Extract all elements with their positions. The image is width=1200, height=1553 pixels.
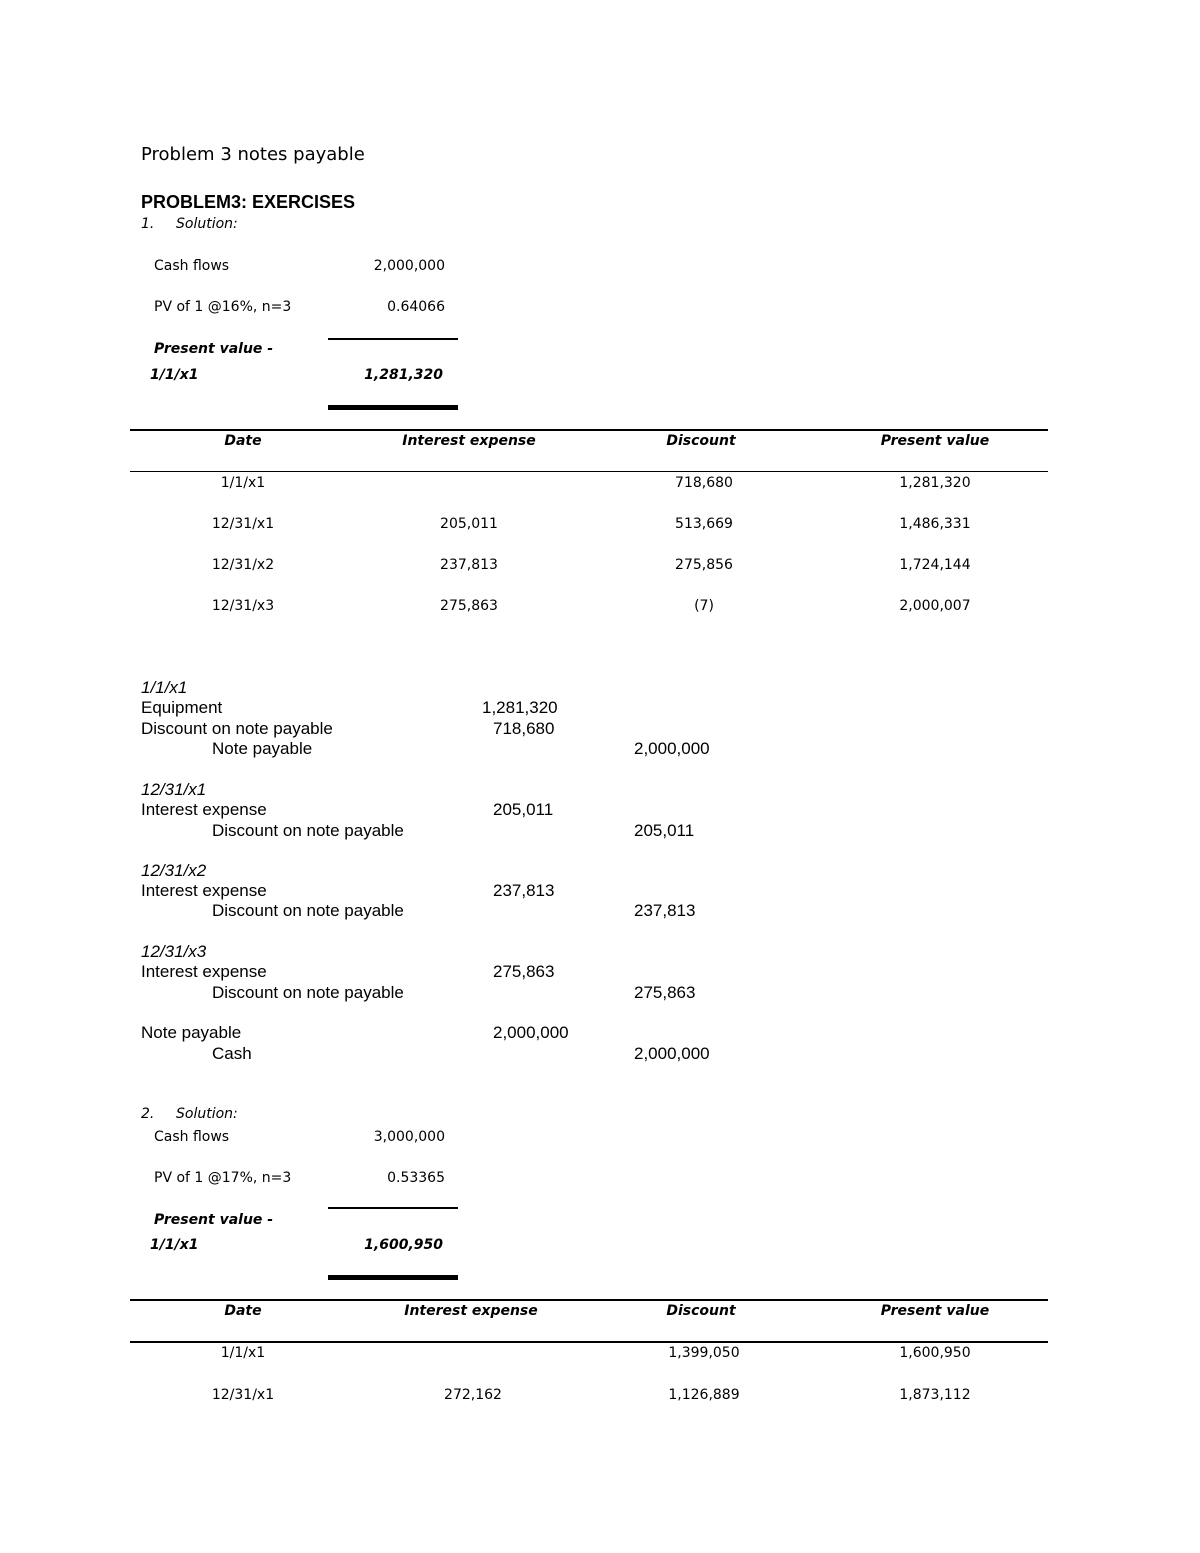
journal-credit: 275,863: [634, 983, 696, 1002]
cash-flows-value: 3,000,000: [373, 1129, 445, 1145]
doc-title: Problem 3 notes payable: [141, 144, 365, 165]
journal-date: 1/1/x1: [141, 678, 188, 697]
journal-account: Discount on note payable: [141, 719, 333, 738]
journal-credit: 237,813: [634, 901, 696, 920]
cash-flows-label: Cash flows: [154, 1129, 230, 1145]
cell-discount: 1,399,050: [668, 1345, 740, 1361]
cell-present-value: 1,281,320: [899, 475, 971, 491]
table-header-present-value: Present value: [880, 1303, 990, 1319]
journal-account: Interest expense: [141, 962, 267, 981]
journal-account: Cash: [212, 1044, 252, 1063]
cell-present-value: 1,873,112: [899, 1387, 971, 1403]
journal-debit: 718,680: [493, 719, 555, 738]
problem-number: 2.: [141, 1106, 155, 1122]
cell-date: 12/31/x1: [211, 1387, 275, 1403]
journal-credit: 2,000,000: [634, 1044, 710, 1063]
table-top-border: [130, 1299, 1048, 1301]
cell-date: 1/1/x1: [220, 1345, 266, 1361]
table-header-border: [130, 1341, 1048, 1343]
table-header-interest: Interest expense: [404, 1303, 538, 1319]
solution-label: Solution:: [176, 1106, 238, 1122]
journal-debit: 237,813: [493, 881, 555, 900]
pv-factor-value: 0.64066: [387, 299, 445, 315]
double-rule: [328, 405, 458, 410]
cash-flows-value: 2,000,000: [373, 258, 445, 274]
cell-interest: 275,863: [440, 598, 498, 614]
journal-debit: 275,863: [493, 962, 555, 981]
journal-account: Note payable: [141, 1023, 242, 1042]
present-value-amount: 1,600,950: [364, 1237, 443, 1253]
journal-account: Discount on note payable: [212, 821, 404, 840]
journal-debit: 1,281,320: [482, 698, 558, 717]
journal-credit: 2,000,000: [634, 739, 710, 758]
cell-interest: 272,162: [444, 1387, 502, 1403]
cell-present-value: 1,724,144: [899, 557, 971, 573]
present-value-amount: 1,281,320: [364, 367, 443, 383]
cell-present-value: 2,000,007: [899, 598, 971, 614]
journal-account: Interest expense: [141, 881, 267, 900]
cell-discount: 718,680: [675, 475, 733, 491]
cell-present-value: 1,486,331: [899, 516, 971, 532]
journal-account: Discount on note payable: [212, 983, 404, 1002]
pv-factor-label: PV of 1 @16%, n=3: [154, 299, 292, 315]
present-value-label: Present value -: [154, 341, 274, 357]
present-value-label: Present value -: [154, 1212, 274, 1228]
present-value-date: 1/1/x1: [150, 367, 199, 383]
table-header-interest: Interest expense: [402, 433, 536, 449]
journal-account: Note payable: [212, 739, 313, 758]
table-header-date: Date: [224, 1303, 262, 1319]
table-header-border: [130, 471, 1048, 472]
cell-discount: 275,856: [675, 557, 733, 573]
cell-date: 1/1/x1: [220, 475, 266, 491]
journal-date: 12/31/x2: [141, 861, 207, 880]
double-rule: [328, 1275, 458, 1280]
journal-credit: 205,011: [634, 821, 695, 840]
solution-label: Solution:: [176, 216, 238, 232]
sum-rule: [328, 1207, 458, 1209]
present-value-date: 1/1/x1: [150, 1237, 199, 1253]
table-header-discount: Discount: [666, 1303, 736, 1319]
cell-discount: 1,126,889: [668, 1387, 740, 1403]
cash-flows-label: Cash flows: [154, 258, 230, 274]
problem-number: 1.: [141, 216, 155, 232]
section-heading: PROBLEM3: EXERCISES: [141, 192, 356, 212]
cell-date: 12/31/x1: [211, 516, 275, 532]
table-header-date: Date: [224, 433, 262, 449]
journal-date: 12/31/x3: [141, 942, 207, 961]
pv-factor-label: PV of 1 @17%, n=3: [154, 1170, 292, 1186]
journal-date: 12/31/x1: [141, 780, 207, 799]
journal-account: Interest expense: [141, 800, 267, 819]
sum-rule: [328, 338, 458, 340]
cell-discount: 513,669: [675, 516, 733, 532]
pv-factor-value: 0.53365: [387, 1170, 445, 1186]
cell-date: 12/31/x2: [211, 557, 275, 573]
journal-account: Discount on note payable: [212, 901, 404, 920]
cell-interest: 237,813: [440, 557, 498, 573]
journal-debit: 205,011: [493, 800, 554, 819]
cell-discount: (7): [694, 598, 714, 614]
table-header-discount: Discount: [666, 433, 736, 449]
cell-date: 12/31/x3: [211, 598, 275, 614]
table-header-present-value: Present value: [880, 433, 990, 449]
journal-debit: 2,000,000: [493, 1023, 569, 1042]
table-top-border: [130, 429, 1048, 431]
journal-account: Equipment: [141, 698, 223, 717]
cell-present-value: 1,600,950: [899, 1345, 971, 1361]
cell-interest: 205,011: [440, 516, 498, 532]
